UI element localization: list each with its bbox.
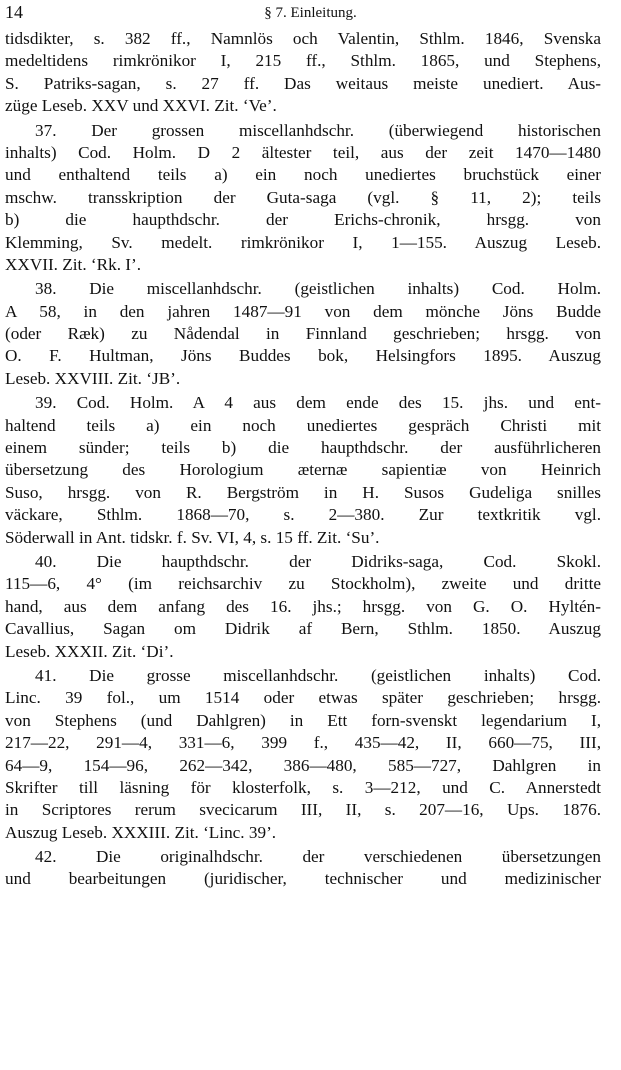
text-line: Leseb. XXVIII. Zit. ‘JB’. bbox=[5, 368, 181, 388]
text-line: Linc. 39 fol., um 1514 oder etwas später geschrieben; hrsgg. bbox=[5, 688, 601, 708]
page-header bbox=[0, 2, 621, 26]
text-line: hand, aus dem anfang des 16. jhs.; hrsgg. von G. O. Hyltén- bbox=[5, 596, 601, 616]
text-line: Skrifter till läsning för klosterfolk, s. 3—212, und C. Annerstedt bbox=[5, 777, 601, 797]
text-line: (oder Ræk) zu Nådendal in Finnland geschrieben; hrsgg. von bbox=[5, 324, 601, 344]
paragraph-start-line: 42. Die originalhdschr. der verschiedenen übersetzungen bbox=[35, 847, 601, 867]
page-number: 14 bbox=[5, 2, 23, 22]
text-line: 217—22, 291—4, 331—6, 399 f., 435—42, II, 660—75, III, bbox=[5, 733, 601, 753]
text-line: und enthaltend teils a) ein noch unediertes bruchstück einer bbox=[5, 165, 601, 185]
text-line: väckare, Sthlm. 1868—70, s. 2—380. Zur textkritik vgl. bbox=[5, 505, 601, 525]
text-line: übersetzung des Horologium æternæ sapientiæ von Heinrich bbox=[5, 460, 601, 480]
text-line: Auszug Leseb. XXXIII. Zit. ‘Linc. 39’. bbox=[5, 822, 277, 842]
text-line: inhalts) Cod. Holm. D 2 ältester teil, aus der zeit 1470—1480 bbox=[5, 142, 601, 162]
text-line: XXVII. Zit. ‘Rk. I’. bbox=[5, 254, 142, 274]
page-body-text bbox=[5, 28, 601, 891]
paragraph-start-line: 38. Die miscellanhdschr. (geistlichen inhalts) Cod. Holm. bbox=[35, 279, 601, 299]
text-line: 64—9, 154—96, 262—342, 386—480, 585—727, Dahlgren in bbox=[5, 755, 601, 775]
paragraph-start-line: 39. Cod. Holm. A 4 aus dem ende des 15. jhs. und ent- bbox=[35, 393, 601, 413]
text-line: 115—6, 4° (im reichsarchiv zu Stockholm), zweite und dritte bbox=[5, 574, 601, 594]
text-line: und bearbeitungen (juridischer, technischer und medizinischer bbox=[5, 869, 601, 889]
running-title: § 7. Einleitung. bbox=[264, 5, 357, 21]
text-line: b) die haupthdschr. der Erichs-chronik, hrsgg. von bbox=[5, 210, 601, 230]
text-line: mschw. transskription der Guta-saga (vgl. § 11, 2); teils bbox=[5, 187, 601, 207]
text-line: einem sünder; teils b) die haupthdschr. der ausführlicheren bbox=[5, 438, 601, 458]
paragraph-start-line: 40. Die haupthdschr. der Didriks-saga, Cod. Skokl. bbox=[35, 551, 601, 571]
text-line: von Stephens (und Dahlgren) in Ett forn-svenskt legendarium I, bbox=[5, 710, 601, 730]
paragraph-start-line: 41. Die grosse miscellanhdschr. (geistlichen inhalts) Cod. bbox=[35, 665, 601, 685]
text-line: Klemming, Sv. medelt. rimkrönikor I, 1—155. Auszug Leseb. bbox=[5, 232, 601, 252]
text-line: haltend teils a) ein noch unediertes gespräch Christi mit bbox=[5, 415, 601, 435]
text-line: züge Leseb. XXV und XXVI. Zit. ‘Ve’. bbox=[5, 96, 277, 116]
text-line: Cavallius, Sagan om Didrik af Bern, Sthlm. 1850. Auszug bbox=[5, 619, 601, 639]
text-line: medeltidens rimkrönikor I, 215 ff., Sthlm. 1865, und Stephens, bbox=[5, 51, 601, 71]
text-line: S. Patriks-sagan, s. 27 ff. Das weitaus meiste unediert. Aus- bbox=[5, 73, 601, 93]
text-line: A 58, in den jahren 1487—91 von dem mönche Jöns Budde bbox=[5, 301, 601, 321]
text-line: Leseb. XXXII. Zit. ‘Di’. bbox=[5, 641, 174, 661]
paragraph-start-line: 37. Der grossen miscellanhdschr. (überwiegend historischen bbox=[35, 120, 601, 140]
text-line: Suso, hrsgg. von R. Bergström in H. Susos Gudeliga snilles bbox=[5, 482, 601, 502]
text-line: Söderwall in Ant. tidskr. f. Sv. VI, 4, s. 15 ff. Zit. ‘Su’. bbox=[5, 527, 380, 547]
text-line: O. F. Hultman, Jöns Buddes bok, Helsingfors 1895. Auszug bbox=[5, 346, 601, 366]
text-line: in Scriptores rerum svecicarum III, II, s. 207—16, Ups. 1876. bbox=[5, 800, 601, 820]
text-line: tidsdikter, s. 382 ff., Namnlös och Valentin, Sthlm. 1846, Svenska bbox=[5, 29, 601, 48]
